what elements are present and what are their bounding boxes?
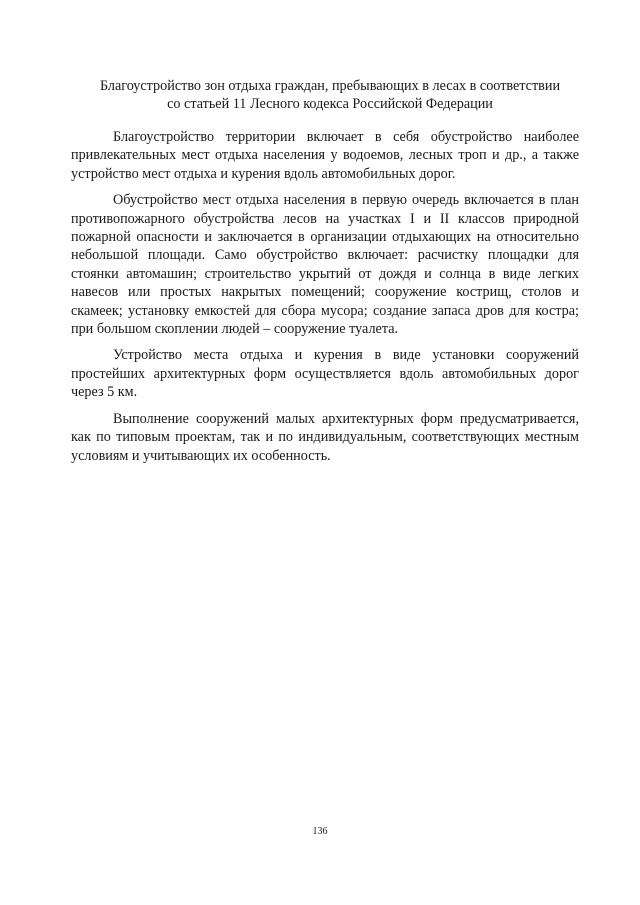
paragraph-4: Выполнение сооружений малых архитектурных форм предусматривается, как по типовым проектам, так и по индивидуальным, соответствующих местным условиям и учитывающих их особенность. xyxy=(71,410,579,464)
paragraph-2: Обустройство мест отдыха населения в первую очередь включается в план противопожарного обустройства лесов на участках I и II классов природной пожарной опасности и заключается в организации отдыхающих на относительно небольшой площади. Само обустройство включает: расчистку площадки для стоянки автомашин; строительство укрытий от дождя и солнца в виде легких навесов или простых накрытых помещений; сооружение кострищ, столов и скамеек; установку емкостей для сбора мусора; создание запаса дров для костра; при большом скоплении людей – сооружение туалета. xyxy=(71,192,579,338)
title-line-2: со статьей 11 Лесного кодекса Российской Федерации xyxy=(167,96,493,112)
title-line-1: Благоустройство зон отдыха граждан, пребывающих в лесах в соответствии xyxy=(99,78,561,94)
document-body xyxy=(71,128,579,473)
page-number: 136 xyxy=(312,826,328,837)
document-title xyxy=(70,77,590,113)
paragraph-3: Устройство места отдыха и курения в виде установки сооружений простейших архитектурных форм осуществляется вдоль автомобильных дорог через 5 км. xyxy=(71,347,579,401)
paragraph-1: Благоустройство территории включает в себя обустройство наиболее привлекательных мест отдыха населения у водоемов, лесных троп и др., а также устройство мест отдыха и курения вдоль автомобильных дорог. xyxy=(71,129,579,182)
